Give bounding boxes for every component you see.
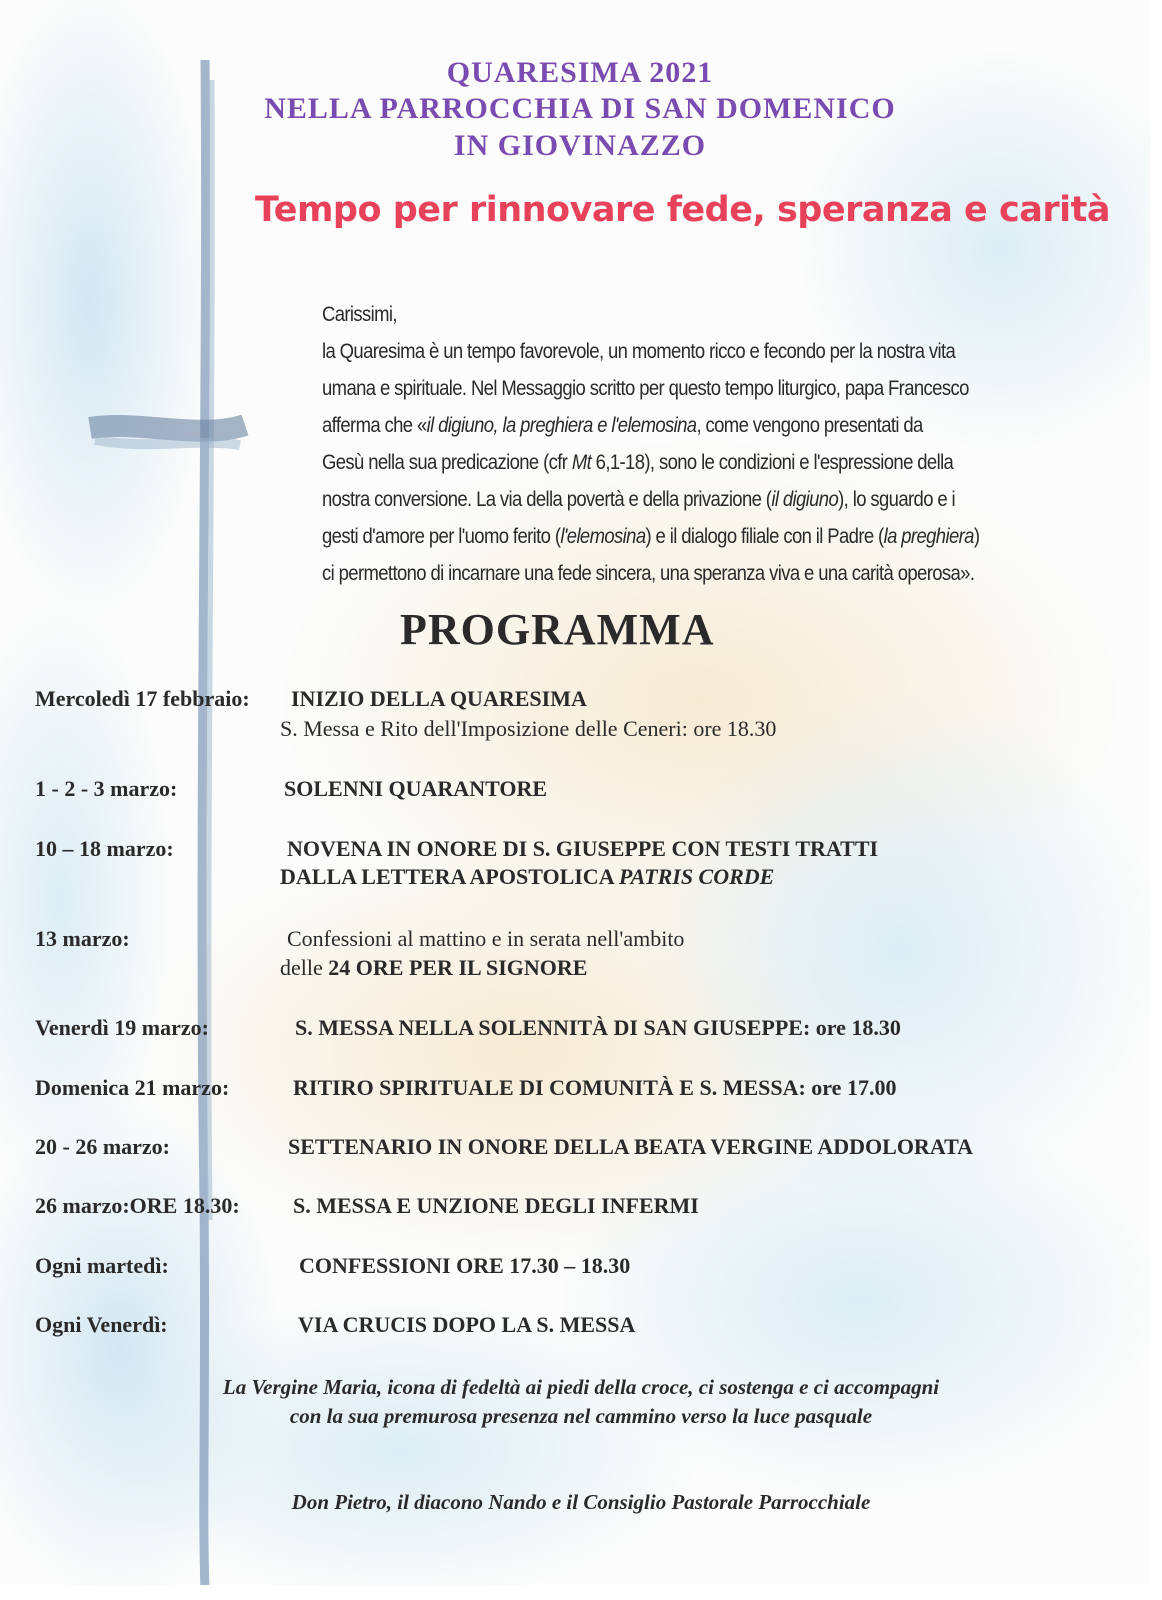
program-date: 26 marzo:ORE 18.30: xyxy=(35,1193,240,1218)
title-line-1: QUARESIMA 2021 xyxy=(446,56,714,89)
programma-title: PROGRAMMA xyxy=(400,605,715,654)
program-event: SOLENNI QUARANTORE xyxy=(284,776,548,801)
signature: Don Pietro, il diacono Nando e il Consiglio Pastorale Parrocchiale xyxy=(291,1490,871,1514)
program-event: VIA CRUCIS DOPO LA S. MESSA xyxy=(298,1312,636,1337)
program-date: Venerdì 19 marzo: xyxy=(35,1015,209,1040)
program-event: CONFESSIONI ORE 17.30 – 18.30 xyxy=(299,1253,631,1278)
letter-line: gesti d'amore per l'uomo ferito (l'elemosina) e il dialogo filiale con il Padre (la preghiera) xyxy=(322,525,980,548)
program-event: INIZIO DELLA QUARESIMA xyxy=(291,686,587,711)
program-detail: S. Messa e Rito dell'Imposizione delle Ceneri: ore 18.30 xyxy=(280,716,777,741)
closing-line-1: La Vergine Maria, icona di fedeltà ai piedi della croce, ci sostenga e ci accompagni xyxy=(222,1375,940,1399)
motto: Tempo per rinnovare fede, speranza e carità xyxy=(255,190,1110,230)
program-detail: Confessioni al mattino e in serata nell'ambito xyxy=(287,926,685,951)
title-line-3: IN GIOVINAZZO xyxy=(453,129,707,162)
letter-line: ci permettono di incarnare una fede sincera, una speranza viva e una carità operosa». xyxy=(322,562,975,585)
closing-line-2: con la sua premurosa presenza nel cammino verso la luce pasquale xyxy=(289,1404,873,1428)
program-date: Ogni Venerdì: xyxy=(35,1312,168,1337)
program-date: 13 marzo: xyxy=(35,926,130,951)
title-line-2: NELLA PARROCCHIA DI SAN DOMENICO xyxy=(264,92,896,125)
program-event: SETTENARIO IN ONORE DELLA BEATA VERGINE ADDOLORATA xyxy=(288,1134,973,1159)
program-detail: delle 24 ORE PER IL SIGNORE xyxy=(280,955,588,980)
letter-greeting: Carissimi, xyxy=(322,303,397,326)
program-event: RITIRO SPIRITUALE DI COMUNITÀ E S. MESSA: ore 17.00 xyxy=(293,1075,897,1100)
letter-line: Gesù nella sua predicazione (cfr Mt 6,1-18), sono le condizioni e l'espressione della xyxy=(322,451,954,474)
program-event: S. MESSA NELLA SOLENNITÀ DI SAN GIUSEPPE: ore 18.30 xyxy=(295,1015,901,1040)
program-date: Mercoledì 17 febbraio: xyxy=(35,686,250,711)
program-event: S. MESSA E UNZIONE DEGLI INFERMI xyxy=(293,1193,699,1218)
program-date: Ogni martedì: xyxy=(35,1253,169,1278)
letter-line: la Quaresima è un tempo favorevole, un momento ricco e fecondo per la nostra vita xyxy=(322,340,956,363)
letter-line: nostra conversione. La via della povertà e della privazione (il digiuno), lo sguardo e i xyxy=(322,488,956,511)
program-date: Domenica 21 marzo: xyxy=(35,1075,230,1100)
letter-line: umana e spirituale. Nel Messaggio scritto per questo tempo liturgico, papa Francesco xyxy=(322,377,969,400)
program-date: 20 - 26 marzo: xyxy=(35,1134,171,1159)
letter-line: afferma che «il digiuno, la preghiera e l'elemosina, come vengono presentati da xyxy=(322,414,923,437)
program-event: NOVENA IN ONORE DI S. GIUSEPPE CON TESTI TRATTI xyxy=(287,836,879,861)
program-date: 10 – 18 marzo: xyxy=(35,836,174,861)
program-event-continued: DALLA LETTERA APOSTOLICA PATRIS CORDE xyxy=(280,864,775,889)
letter-body xyxy=(322,333,1088,592)
program-date: 1 - 2 - 3 marzo: xyxy=(35,776,178,801)
